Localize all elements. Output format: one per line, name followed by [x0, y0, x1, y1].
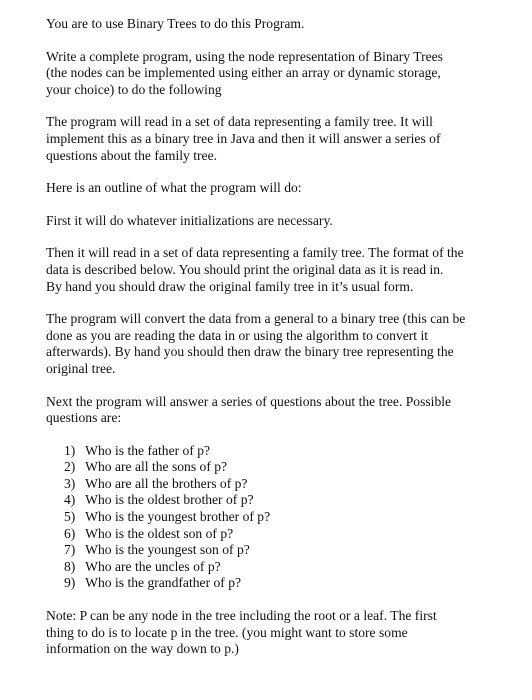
paragraph-line: information on the way down to p.) [46, 641, 239, 657]
paragraph-line: questions about the family tree. [46, 147, 218, 163]
convert-step-paragraph [46, 311, 494, 377]
list-item-text: Who are the uncles of p? [85, 558, 221, 574]
list-item-text: Who is the youngest son of p? [85, 542, 250, 558]
list-item-number: 7) [64, 542, 76, 558]
note-paragraph [46, 608, 494, 658]
list-item-number: 4) [64, 492, 76, 508]
list-item-number: 9) [64, 575, 76, 591]
document-page [46, 16, 494, 674]
paragraph-line: Next the program will answer a series of questions about the tree. Possible [46, 393, 452, 409]
list-item-text: Who is the father of p? [85, 442, 211, 458]
list-item [64, 459, 494, 476]
read-data-paragraph [46, 114, 494, 164]
paragraph-line: By hand you should draw the original family tree in it’s usual form. [46, 278, 414, 294]
then-step-paragraph [46, 245, 494, 295]
paragraph-line: Note: P can be any node in the tree including the root or a leaf. The first [46, 608, 437, 624]
list-item-text: Who are all the sons of p? [85, 459, 228, 475]
paragraph-line: Write a complete program, using the node representation of Binary Trees [46, 48, 443, 64]
paragraph-line: implement this as a binary tree in Java and then it will answer a series of [46, 130, 441, 146]
list-item-number: 8) [64, 558, 76, 574]
list-item-text: Who is the grandfather of p? [85, 575, 242, 591]
paragraph-line: your choice) to do the following [46, 81, 222, 97]
list-item [64, 476, 494, 493]
write-program-paragraph [46, 49, 494, 99]
paragraph-line: The program will read in a set of data representing a family tree. It will [46, 114, 433, 130]
next-step-paragraph [46, 394, 494, 427]
list-item-text: Who are all the brothers of p? [85, 475, 248, 491]
paragraph-line: data is described below. You should print the original data as it is read in. [46, 261, 444, 277]
list-item [64, 492, 494, 509]
list-item [64, 542, 494, 559]
list-item [64, 443, 494, 460]
list-item [64, 559, 494, 576]
paragraph-line: original tree. [46, 360, 116, 376]
list-item-number: 1) [64, 442, 76, 458]
intro-paragraph: You are to use Binary Trees to do this Program. [46, 16, 305, 31]
paragraph-line: afterwards). By hand you should then draw the binary tree representing the [46, 344, 454, 360]
list-item-number: 6) [64, 525, 76, 541]
list-item-number: 2) [64, 459, 76, 475]
list-item [64, 526, 494, 543]
list-item-text: Who is the oldest brother of p? [85, 492, 254, 508]
list-item-number: 3) [64, 475, 76, 491]
list-item-text: Who is the youngest brother of p? [85, 509, 271, 525]
paragraph-line: (the nodes can be implemented using either an array or dynamic storage, [46, 65, 441, 81]
paragraph-line: done as you are reading the data in or using the algorithm to convert it [46, 327, 429, 343]
list-item-text: Who is the oldest son of p? [85, 525, 234, 541]
paragraph-line: questions are: [46, 410, 122, 426]
outline-paragraph: Here is an outline of what the program will do: [46, 180, 302, 196]
list-item [64, 509, 494, 526]
list-item [64, 575, 494, 592]
paragraph-line: The program will convert the data from a general to a binary tree (this can be [46, 311, 466, 327]
list-item-number: 5) [64, 509, 76, 525]
paragraph-line: thing to do is to locate p in the tree. (you might want to store some [46, 624, 408, 640]
paragraph-line: Then it will read in a set of data representing a family tree. The format of the [46, 245, 464, 261]
first-step-paragraph: First it will do whatever initializations are necessary. [46, 212, 333, 228]
questions-list [46, 443, 494, 592]
